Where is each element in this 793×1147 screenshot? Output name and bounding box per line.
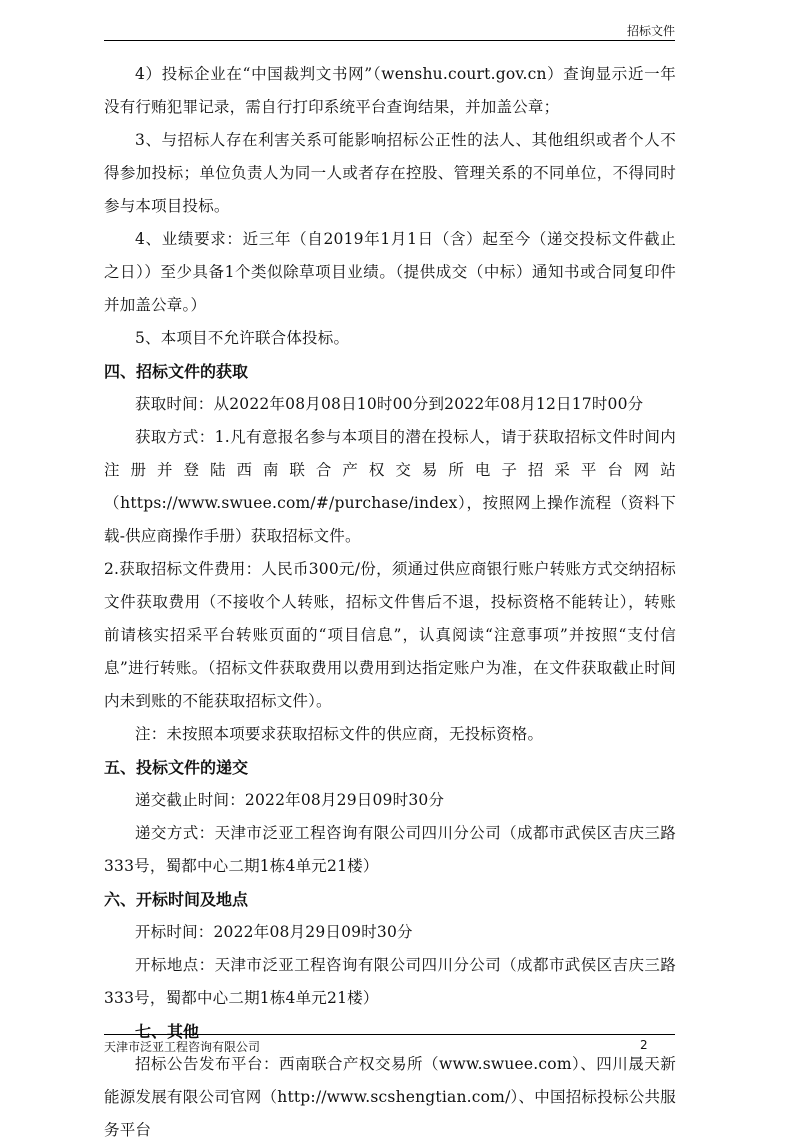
paragraph-wenshu-check: 4）投标企业在“中国裁判文书网”（wenshu.court.gov.cn）查询显示近一年没有行贿犯罪记录，需自行打印系统平台查询结果，并加盖公章；	[104, 65, 676, 116]
footer-company-name: 天津市泛亚工程咨询有限公司	[104, 1040, 261, 1054]
page-number: 2	[640, 1038, 648, 1052]
footer-divider	[104, 1034, 675, 1035]
submission-method: 递交方式：天津市泛亚工程咨询有限公司四川分公司（成都市武侯区吉庆三路333号，蜀都中心二期1栋4单元21楼）	[104, 824, 676, 875]
header-divider	[104, 40, 675, 41]
document-body	[104, 58, 676, 1147]
obtain-note: 注：未按照本项要求获取招标文件的供应商，无投标资格。	[135, 725, 544, 743]
paragraph-conflict-of-interest: 3、与招标人存在利害关系可能影响招标公正性的法人、其他组织或者个人不得参加投标；单位负责人为同一人或者存在控股、管理关系的不同单位，不得同时参与本项目投标。	[104, 131, 676, 215]
section-heading-other: 七、其他	[135, 1022, 200, 1041]
announcement-platforms: 招标公告发布平台：西南联合产权交易所（www.swuee.com）、四川晟天新能源发展有限公司官网（http://www.scshengtian.com/）、中国招标投标公共服务平台	[104, 1055, 676, 1139]
header-doc-label: 招标文件	[626, 24, 675, 38]
obtain-method-1: 获取方式：1.凡有意报名参与本项目的潜在投标人，请于获取招标文件时间内注册并登陆西南联合产权交易所电子招采平台网站（https://www.swuee.com/#/purchase/index），按照网上操作流程（资料下载-供应商操作手册）获取招标文件。	[104, 428, 676, 545]
obtain-time: 获取时间：从2022年08月08日10时00分到2022年08月12日17时00分	[135, 395, 644, 413]
bid-opening-place: 开标地点：天津市泛亚工程咨询有限公司四川分公司（成都市武侯区吉庆三路333号，蜀都中心二期1栋4单元21楼）	[104, 956, 676, 1007]
obtain-method-2: 2.获取招标文件费用：人民币300元/份，须通过供应商银行账户转账方式交纳招标文件获取费用（不接收个人转账，招标文件售后不退，投标资格不能转让），转账前请核实招采平台转账页面的“项目信息”，认真阅读“注意事项”并按照“支付信息”进行转账。（招标文件获取费用以费用到达指定账户为准，在文件获取截止时间内未到账的不能获取招标文件）。	[104, 560, 676, 710]
paragraph-performance-requirement: 4、业绩要求：近三年（自2019年1月1日（含）起至今（递交投标文件截止之日））至少具备1个类似除草项目业绩。（提供成交（中标）通知书或合同复印件并加盖公章。）	[104, 230, 676, 314]
paragraph-no-consortium: 5、本项目不允许联合体投标。	[135, 329, 350, 347]
section-heading-bid-opening: 六、开标时间及地点	[104, 890, 249, 909]
section-heading-submission: 五、投标文件的递交	[104, 758, 249, 777]
section-heading-obtain-docs: 四、招标文件的获取	[104, 362, 249, 381]
bid-opening-time: 开标时间：2022年08月29日09时30分	[135, 923, 413, 941]
submission-deadline: 递交截止时间：2022年08月29日09时30分	[135, 791, 445, 809]
